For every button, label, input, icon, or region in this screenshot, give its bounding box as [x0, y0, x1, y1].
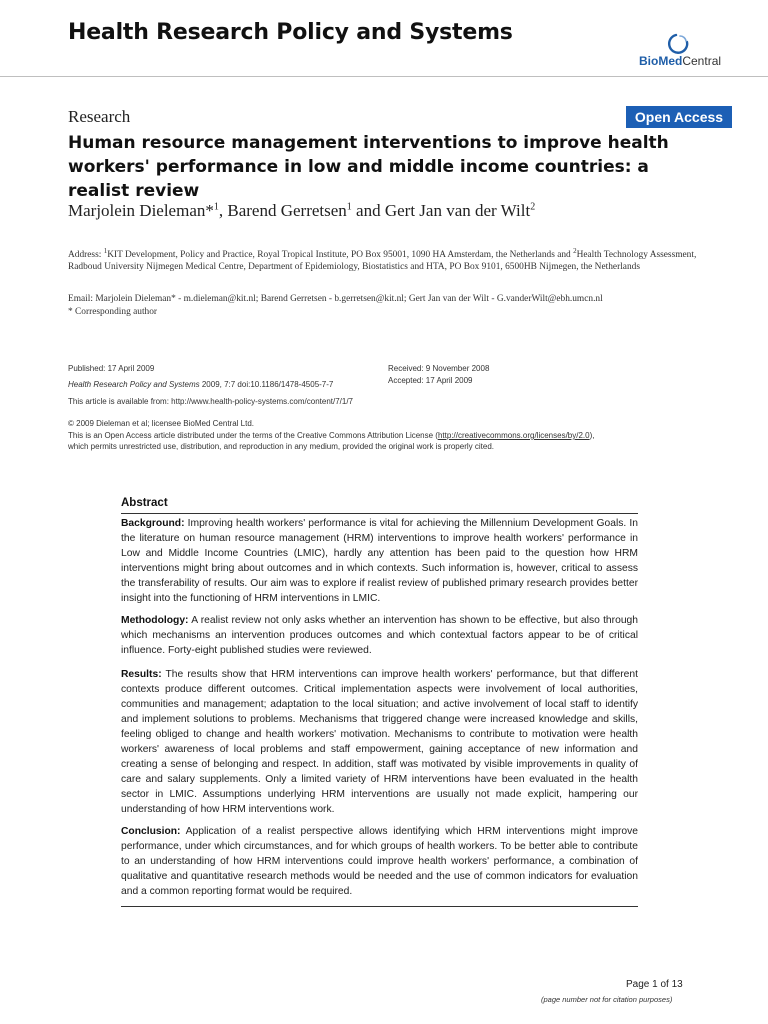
author-separator: ,: [218, 201, 228, 220]
address-text-1: KIT Development, Policy and Practice, Royal Tropical Institute, PO Box 95001, 1090 HA Amsterdam, the Netherlands and: [107, 250, 574, 260]
author-affiliation: 2: [530, 201, 536, 213]
author-list: [68, 201, 535, 221]
abstract-title: Abstract: [121, 497, 168, 509]
abstract-top-rule: [121, 513, 638, 514]
author-affiliation: 1: [213, 201, 219, 213]
journal-title: Health Research Policy and Systems: [68, 20, 513, 45]
address-affiliation-1: 1: [103, 246, 108, 255]
abstract-results: [121, 667, 638, 817]
author-separator: and: [351, 201, 385, 220]
corresponding-note: * Corresponding author: [68, 307, 158, 317]
citation-journal: Health Research Policy and Systems: [68, 380, 200, 389]
abstract-methodology: [121, 613, 638, 658]
header-rule: [0, 76, 768, 77]
abstract-bottom-rule: [121, 906, 638, 907]
conclusion-label: Conclusion:: [121, 826, 181, 837]
author-affiliation: 1: [346, 201, 352, 213]
received-date: Received: 9 November 2008: [388, 364, 490, 373]
author-name[interactable]: Gert Jan van der Wilt: [384, 201, 531, 220]
article-availability[interactable]: This article is available from: http://www.health-policy-systems.com/content/7/1/7: [68, 397, 353, 406]
article-title: Human resource management interventions to improve health workers' performance in low and middle income countries: a realist review: [68, 133, 669, 201]
biomed-central-arc-icon: [667, 32, 693, 56]
published-date: Published: 17 April 2009: [68, 364, 155, 373]
license-text-end: ),: [589, 431, 595, 440]
publisher-name-part1: BioMed: [639, 54, 683, 68]
article-section: Research: [68, 107, 131, 126]
copyright-line: © 2009 Dieleman et al; licensee BioMed Central Ltd.: [68, 419, 254, 428]
author-emails[interactable]: Email: Marjolein Dieleman* - m.dieleman@kit.nl; Barend Gerretsen - b.gerretsen@kit.nl; Gert Jan van der Wilt - G.vanderWilt@ebh.umcn.nl: [68, 294, 603, 304]
publisher-name: [639, 54, 721, 68]
address-label: Address:: [68, 250, 104, 260]
abstract-background: [121, 516, 638, 606]
methodology-label: Methodology:: [121, 615, 189, 626]
open-access-badge[interactable]: Open Access: [626, 106, 732, 128]
biomed-central-logo[interactable]: [637, 32, 727, 72]
conclusion-text: Application of a realist perspective allows identifying which HRM interventions might improve performance, under which circumstances, and for which groups of health workers. To be better able to contribute to an understanding of how HRM interventions could improve health workers' performance, a combination of qualitative and quantitative research methods would be needed and the use of common indicators for evaluation and a common reporting format would be required.: [121, 826, 638, 897]
author-name[interactable]: Barend Gerretsen: [227, 201, 347, 220]
license-link[interactable]: http://creativecommons.org/licenses/by/2.0: [437, 431, 590, 440]
results-label: Results:: [121, 669, 162, 680]
author-name[interactable]: Marjolein Dieleman*: [68, 201, 214, 220]
citation-details: 2009, 7:7 doi:10.1186/1478-4505-7-7: [199, 380, 334, 389]
author-address: [68, 246, 698, 273]
publisher-name-part2: Central: [682, 54, 722, 68]
methodology-text: A realist review not only asks whether an intervention has shown to be effective, but also through which mechanisms an intervention produces outcomes and which contextual factors appear to be of critical influence. Forty-eight published studies were reviewed.: [121, 615, 638, 656]
background-label: Background:: [121, 518, 185, 529]
citation-line: [68, 379, 333, 390]
background-text: Improving health workers' performance is vital for achieving the Millennium Development Goals. In the literature on human resource management (HRM) interventions to improve health workers' performance in Low and Middle Income Countries (LMIC), hardly any attention has been paid to the question how HRM interventions might bring about outcomes and in which contexts. Such information is, however, critical to assess the transferability of results. Our aim was to explore if realist review of published primary research provides better insight into the functioning of HRM interventions in LMIC.: [121, 518, 638, 604]
page-number-note: (page number not for citation purposes): [541, 995, 673, 1004]
address-affiliation-2: 2: [573, 246, 577, 255]
address-text-2: Health Technology Assessment, Radboud University Nijmegen Medical Centre, Department of Epidemiology, Biostatistics and HTA, PO Box 9101, 6500HB Nijmegen, the Netherlands: [68, 250, 697, 272]
accepted-date: Accepted: 17 April 2009: [388, 376, 473, 385]
license-text: This is an Open Access article distributed under the terms of the Creative Commons Attribution License (: [68, 431, 438, 440]
results-text: The results show that HRM interventions can improve health workers' performance, but that different contexts produce different outcomes. Critical implementation aspects were involvement of local authorities, communities and management; adaptation to the local situation; and active involvement of local staff to identify and implement solutions to problems. Mechanisms that triggered change were increased knowledge and skills, feeling obliged to change and health workers' motivation. Mechanisms to contribute to motivation were health workers' awareness of local problems and staff empowerment, gaining acceptance of new information and creating a sense of belonging and respect. In addition, staff was motivated by visible improvements in quality of care and salary supplements. Only a limited variety of HRM interventions have been evaluated in the health sector in LMIC. Assumptions underlying HRM interventions are usually not made explicit, hampering our understanding of how HRM interventions work.: [121, 669, 638, 815]
license-line-2: which permits unrestricted use, distribution, and reproduction in any medium, provided the original work is properly cited.: [68, 442, 494, 451]
page-number: Page 1 of 13: [626, 979, 683, 990]
abstract-conclusion: [121, 824, 638, 899]
license-line: [68, 430, 594, 441]
